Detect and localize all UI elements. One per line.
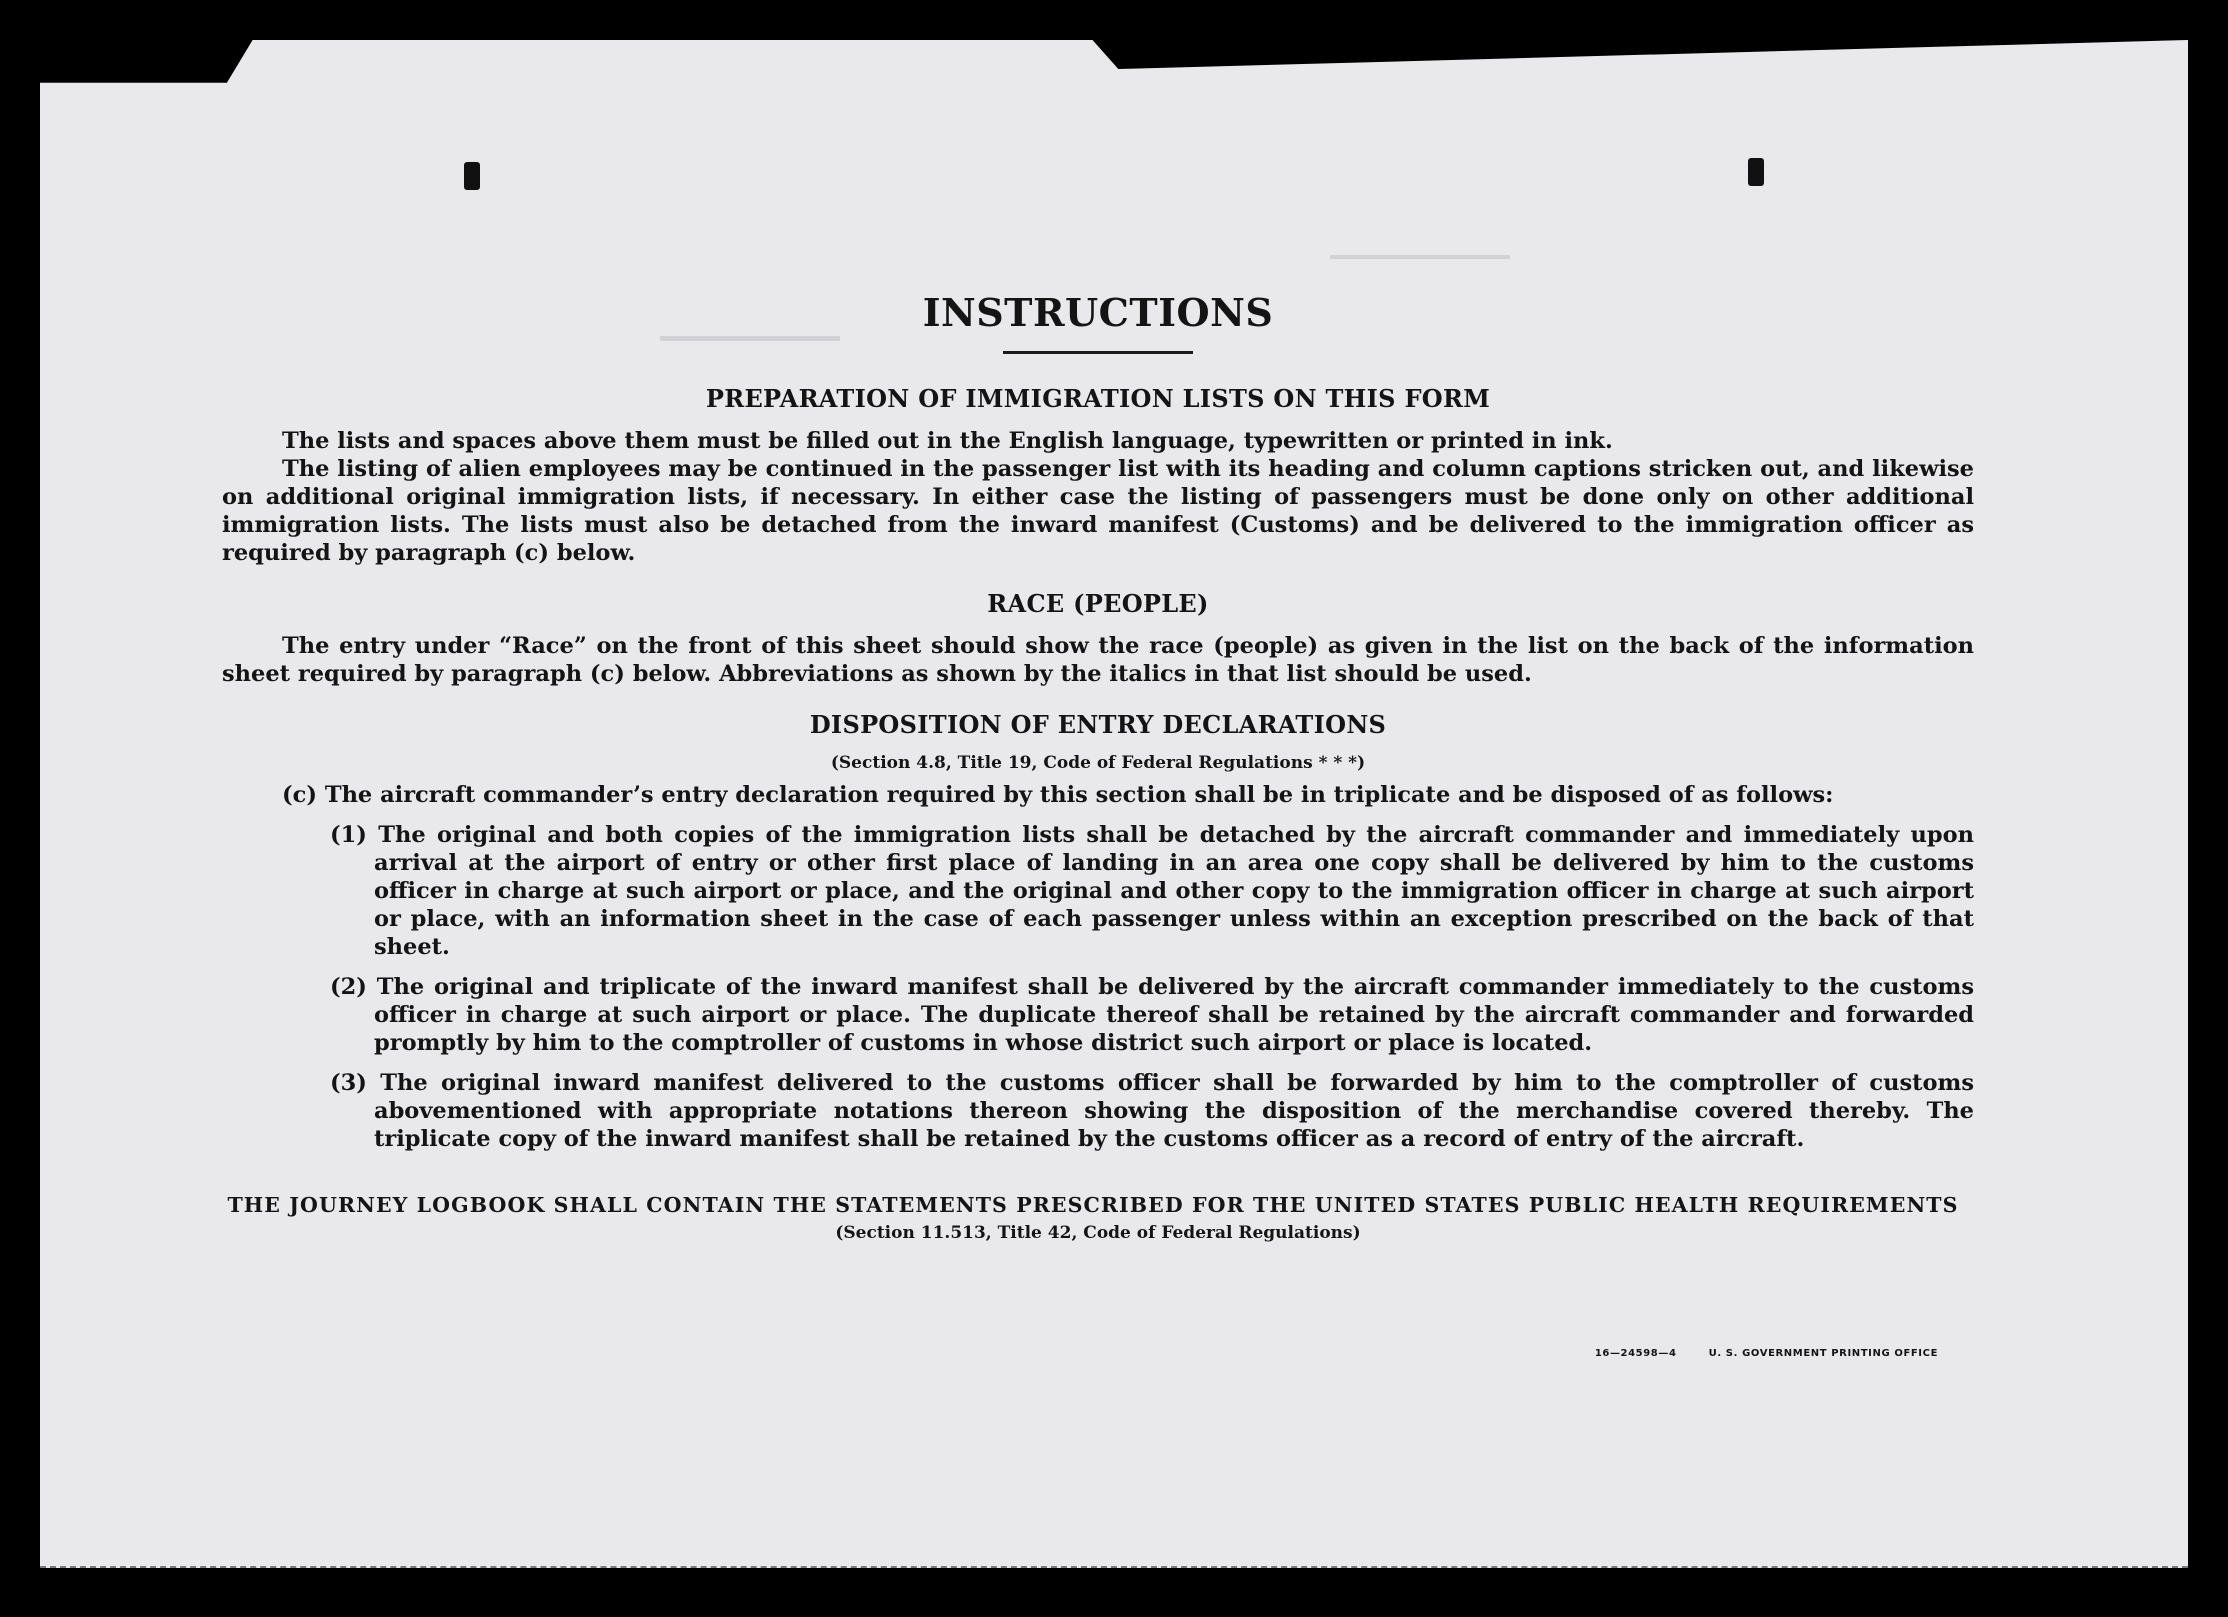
form-number: 16—24598—4	[1594, 1348, 1677, 1359]
disposition-item-2: (2) The original and triplicate of the inward manifest shall be delivered by the aircraft commander immediately to the customs officer in charge at such airport or place. The duplicate thereof shall be retained by the aircraft commander and forwarded promptly by him to the comptroller of customs in whose district such airport or place is located.	[330, 974, 1974, 1056]
perforation-line	[40, 1566, 2188, 1568]
health-requirements-citation: (Section 11.513, Title 42, Code of Federal Regulations)	[835, 1223, 1361, 1243]
race-heading: RACE (PEOPLE)	[987, 589, 1209, 618]
punch-hole-right	[1748, 158, 1764, 186]
disposition-intro: (c) The aircraft commander’s entry declaration required by this section shall be in triplicate and be disposed of as follows:	[282, 782, 1834, 808]
instructions-content	[222, 246, 1974, 1243]
disposition-item-3: (3) The original inward manifest delivered to the customs officer shall be forwarded by him to the comptroller of customs abovementioned with appropriate notations thereon showing the disposition of the merchandise covered thereby. The triplicate copy of the inward manifest shall be retained by the customs officer as a record of entry of the aircraft.	[330, 1070, 1974, 1152]
disposition-citation: (Section 4.8, Title 19, Code of Federal Regulations * * *)	[830, 753, 1366, 773]
disposition-heading: DISPOSITION OF ENTRY DECLARATIONS	[809, 710, 1387, 739]
preparation-paragraph-2: The listing of alien employees may be continued in the passenger list with its heading and column captions stricken out, and likewise on additional original immigration lists, if necessary. In either case the listing of passengers must be done only on other additional immigration lists. The lists must also be detached from the inward manifest (Customs) and be delivered to the immigration officer as required by paragraph (c) below.	[222, 456, 1974, 566]
punch-hole-left	[464, 162, 480, 190]
printer-imprint	[1595, 1348, 1938, 1359]
printer-name: U. S. GOVERNMENT PRINTING OFFICE	[1708, 1348, 1938, 1359]
race-paragraph: The entry under “Race” on the front of this sheet should show the race (people) as given in the list on the back of the information sheet required by paragraph (c) below. Abbreviations as shown by the italics in that list should be used.	[222, 633, 1974, 687]
disposition-item-1: (1) The original and both copies of the immigration lists shall be detached by the aircraft commander and immediately upon arrival at the airport of entry or other first place of landing in an area one copy shall be delivered by him to the customs officer in charge at such airport or place, and the original and other copy to the immigration officer in charge at such airport or place, with an information sheet in the case of each passenger unless within an exception prescribed on the back of that sheet.	[330, 822, 1974, 960]
preparation-heading: PREPARATION OF IMMIGRATION LISTS ON THIS FORM	[705, 384, 1491, 413]
preparation-paragraph-1: The lists and spaces above them must be filled out in the English language, typewritten or printed in ink.	[282, 428, 1613, 454]
health-requirements-statement: THE JOURNEY LOGBOOK SHALL CONTAIN THE STATEMENTS PRESCRIBED FOR THE UNITED STATES PUBLIC HEALTH REQUIREMENTS	[227, 1193, 1959, 1217]
title-underline	[1003, 351, 1193, 354]
page-title: INSTRUCTIONS	[922, 290, 1274, 335]
